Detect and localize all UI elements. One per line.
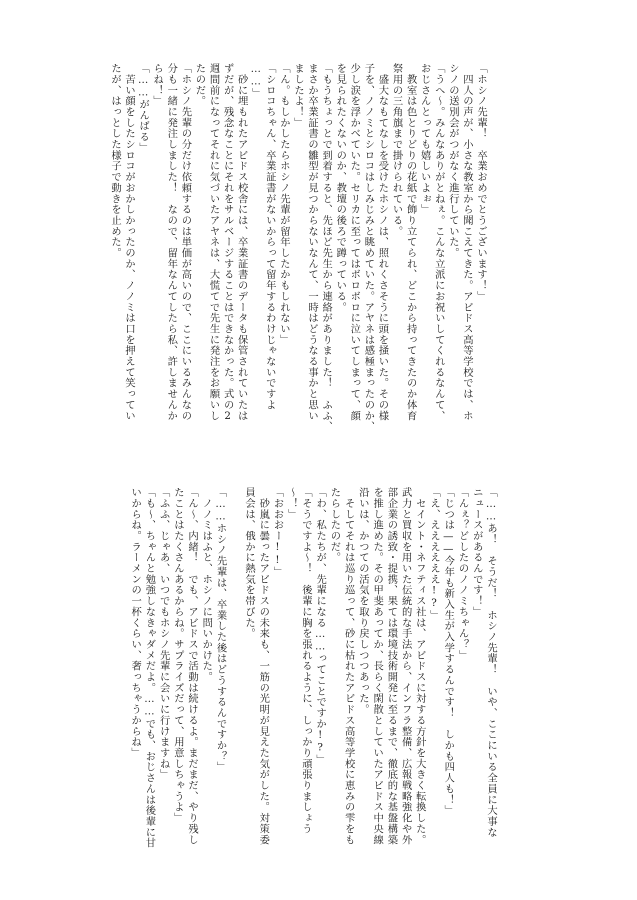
text-column: 砂に埋もれたアビドス校舎には、卒業証書のデータも保管されていたは <box>235 63 248 422</box>
text-column: 「……あ！ そうだ！ ホシノ先輩！ いや、ここにいる全員に大事な <box>485 487 497 838</box>
text-column: 「もうちょっとで到着すると、先ほど先生から連絡がありました！ ふふ、 <box>320 63 333 432</box>
text-column: 盛大なもてなしを受けたホシノは、照れくさそうに頭を掻いた。その様 <box>376 63 389 422</box>
text-column: ニュースがあるんです！」 <box>470 487 483 618</box>
text-column: たことはたくさんあるからね。サプライズだって、用意しちゃうよ」 <box>171 487 184 824</box>
text-column: 子を、ノノミとシロコはしみじみと眺めていた。アヤネは感極まったのか、 <box>362 63 375 432</box>
text-column: シノの送別会がつがなく進行していた。 <box>446 63 459 259</box>
text-column: 祭用の三角旗まで掛けられている。 <box>390 63 403 237</box>
upper-text-block <box>109 63 489 438</box>
text-column: 〜！」 <box>285 487 298 520</box>
text-column: そしてそれは巡り巡って、砂に枯れたアビドス高等学校に恵みの雫をも <box>342 487 355 846</box>
text-column: 「ん〜、内緒！ でも、アビドスで活動は続けるよ。まだまだ、やり残し <box>186 487 199 846</box>
text-column: 少し涙を浮かべていた。セリカに至ってはボロボロに泣いてしまって、顔 <box>348 63 361 422</box>
text-column: ずだが、残念なことにそれをサルベージすることはできなかった。式の2 <box>221 63 234 423</box>
text-column: 員会は、俄かに熱気を帯びた。 <box>243 487 256 639</box>
text-column: 「んぇ？どしたのノノミちゃん？」 <box>456 487 469 661</box>
text-column: 「おおおー!!」 <box>271 487 284 578</box>
text-column: らね！」 <box>151 63 164 107</box>
text-column: 「ん。もしかしたらホシノ先輩が留年したかもしれない」 <box>277 63 290 346</box>
lower-text-block <box>129 487 499 852</box>
text-column: 砂嵐に曇ったアビドスの未来も、一筋の光明が見えた気がした。対策委 <box>257 487 270 846</box>
text-column: セイント・ネフティス社は、アビドスに対する方針を大きく転換した。 <box>413 487 426 846</box>
text-column: 武力と買収を用いた伝統的な手法から、インフラ整備、広報戦略強化や外 <box>399 487 412 846</box>
text-column: 週間前になってそれに気づいたアヤネは、大慌てで先生に発注をお願いし <box>207 63 220 422</box>
text-column: を見られたくないのか、教壇の後ろで蹲っている。 <box>334 63 347 313</box>
text-column: 「ホシノ先輩！ 卒業おめでとうございます！」 <box>475 63 487 302</box>
text-column: たらしたのだ。 <box>328 487 341 563</box>
text-column: いからね。ラーメンの一杯くらい、奢っちゃうからね」 <box>129 487 142 759</box>
text-column: おじさんとっても嬉しいよぉ」 <box>418 63 431 215</box>
text-column: 「……ホシノ先輩は、卒業した後はどうするんですか？」 <box>214 487 227 773</box>
text-column: ノノミはふと、ホシノに問いかけた。 <box>200 487 213 683</box>
text-column: を推し進めた。その甲斐あってか、長らく閑散としていたアビドス中央線 <box>371 487 384 846</box>
text-column: ……」 <box>249 63 262 99</box>
text-column: たのだ。 <box>193 63 206 107</box>
text-column: たが、はっとした様子で動きを止めた。 <box>108 63 121 259</box>
text-column: 「そうですよ〜！ 後輩に胸を張れるように、しっかり頑張りましょう <box>299 487 312 835</box>
text-column: 「うへ〜。みんなありがとねぇ。こんな立派にお祝いしてくれるなんて、 <box>432 63 445 422</box>
text-column: 苦い顔をしたシロコがおかしかったのか、ノノミは口を押えて笑ってい <box>123 63 136 422</box>
text-column: 「……がんばる」 <box>137 63 150 154</box>
text-column: ましたよ！」 <box>291 63 304 129</box>
text-column: 分も一緒に発注しました！ なので、留年なんてしたら私、許しませんか <box>165 63 178 422</box>
text-column: 「じつは——今年も新入生が入学するんです！ しかも四人も！」 <box>442 487 455 816</box>
text-column: 四人の声が、小さな教室から聞こえてきた。アビドス高等学校では、ホ <box>460 63 473 422</box>
text-column: 「ホシノ先輩の分だけ依頼するのは単価が高いので、ここにいるみんなの <box>179 63 192 422</box>
text-column: 「わ、私たちが、先輩になる……ってことですか!?」 <box>314 487 327 766</box>
text-column: 「え、ええええええ!?」 <box>428 487 441 621</box>
text-column: まさか卒業証書の雛型が見つからないなんて、一時はどうなる事かと思い <box>306 63 319 422</box>
text-column: 部企業の誘致・提携、果ては環境技術開発に至るまで、徹底的な基盤構築 <box>385 487 398 846</box>
text-column: 「も〜、ちゃんと勉強しなきゃダメだよ。……でも、おじさんは後輩に甘 <box>143 487 156 849</box>
text-column: 「シロコちゃん、卒業証書がないからって留年するわけじゃないですよ <box>263 63 276 411</box>
text-column: 「ふふ、じゃあ、いつでもホシノ先輩に会いに行けますね」 <box>157 487 170 780</box>
text-column: 沿いは、かつての活気を取り戻しつつあった。 <box>356 487 369 715</box>
text-column: 教室は色とりどりの花紙で飾り立てられ、どこから持ってきたのか体育 <box>404 63 417 422</box>
